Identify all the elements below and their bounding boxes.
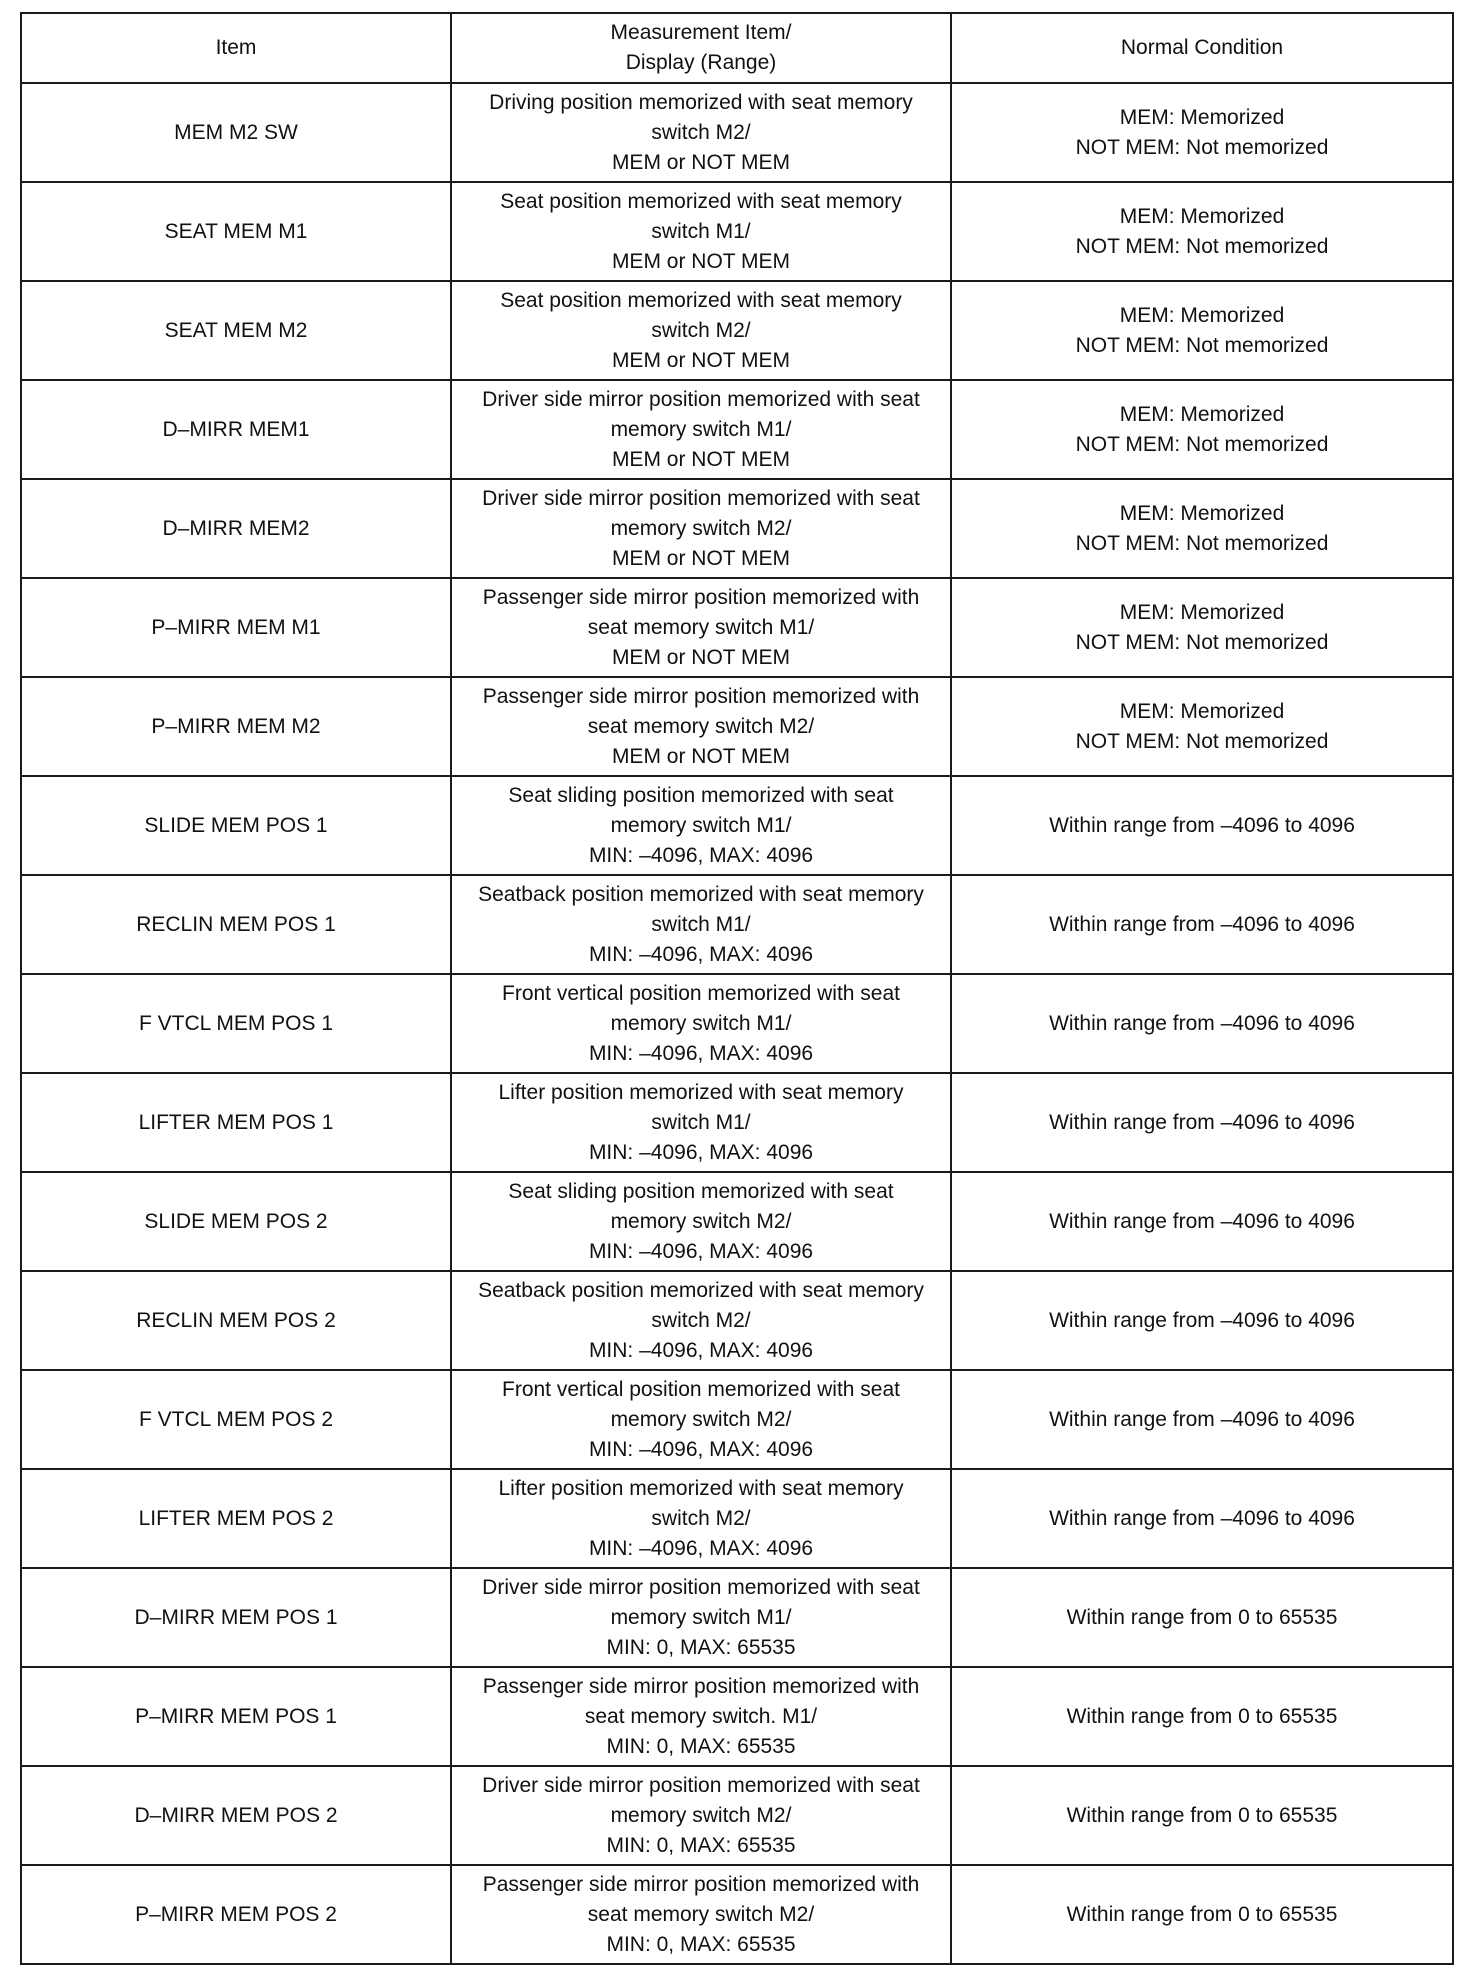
table-row (21, 380, 1453, 479)
table-row (21, 1568, 1453, 1667)
cell-item: P–MIRR MEM M2 (21, 677, 451, 776)
cell-normal-condition: Within range from –4096 to 4096 (951, 1370, 1453, 1469)
cell-item: RECLIN MEM POS 1 (21, 875, 451, 974)
table-row (21, 1766, 1453, 1865)
cell-item: D–MIRR MEM POS 2 (21, 1766, 451, 1865)
data-list-table (20, 12, 1454, 1965)
cell-normal-condition: MEM: Memorized NOT MEM: Not memorized (951, 677, 1453, 776)
cell-item: SLIDE MEM POS 2 (21, 1172, 451, 1271)
cell-measurement: Driving position memorized with seat memory switch M2/ MEM or NOT MEM (451, 83, 951, 182)
table-header-row (21, 13, 1453, 83)
cell-measurement: Seatback position memorized with seat memory switch M2/ MIN: –4096, MAX: 4096 (451, 1271, 951, 1370)
cell-measurement: Driver side mirror position memorized with seat memory switch M2/ MEM or NOT MEM (451, 479, 951, 578)
cell-item: P–MIRR MEM POS 1 (21, 1667, 451, 1766)
cell-normal-condition: Within range from 0 to 65535 (951, 1568, 1453, 1667)
table-row (21, 479, 1453, 578)
table-body (21, 83, 1453, 1964)
table-row (21, 83, 1453, 182)
header-item: Item (21, 13, 451, 83)
cell-measurement: Driver side mirror position memorized with seat memory switch M1/ MEM or NOT MEM (451, 380, 951, 479)
table-row (21, 1667, 1453, 1766)
cell-normal-condition: MEM: Memorized NOT MEM: Not memorized (951, 281, 1453, 380)
table-row (21, 1172, 1453, 1271)
table-row (21, 1370, 1453, 1469)
cell-normal-condition: Within range from –4096 to 4096 (951, 776, 1453, 875)
cell-measurement: Front vertical position memorized with seat memory switch M1/ MIN: –4096, MAX: 4096 (451, 974, 951, 1073)
cell-item: D–MIRR MEM2 (21, 479, 451, 578)
cell-normal-condition: MEM: Memorized NOT MEM: Not memorized (951, 578, 1453, 677)
table-row (21, 974, 1453, 1073)
table-row (21, 1865, 1453, 1964)
table-row (21, 1271, 1453, 1370)
cell-measurement: Lifter position memorized with seat memory switch M1/ MIN: –4096, MAX: 4096 (451, 1073, 951, 1172)
cell-normal-condition: MEM: Memorized NOT MEM: Not memorized (951, 182, 1453, 281)
header-measurement: Measurement Item/ Display (Range) (451, 13, 951, 83)
cell-measurement: Passenger side mirror position memorized with seat memory switch M1/ MEM or NOT MEM (451, 578, 951, 677)
cell-normal-condition: MEM: Memorized NOT MEM: Not memorized (951, 479, 1453, 578)
table-row (21, 677, 1453, 776)
cell-normal-condition: Within range from –4096 to 4096 (951, 1271, 1453, 1370)
cell-measurement: Lifter position memorized with seat memory switch M2/ MIN: –4096, MAX: 4096 (451, 1469, 951, 1568)
cell-normal-condition: Within range from –4096 to 4096 (951, 1172, 1453, 1271)
table-row (21, 875, 1453, 974)
cell-normal-condition: Within range from –4096 to 4096 (951, 875, 1453, 974)
cell-item: LIFTER MEM POS 2 (21, 1469, 451, 1568)
header-normal-condition: Normal Condition (951, 13, 1453, 83)
cell-normal-condition: Within range from 0 to 65535 (951, 1865, 1453, 1964)
cell-measurement: Driver side mirror position memorized with seat memory switch M2/ MIN: 0, MAX: 65535 (451, 1766, 951, 1865)
cell-measurement: Seat position memorized with seat memory switch M2/ MEM or NOT MEM (451, 281, 951, 380)
table-row (21, 182, 1453, 281)
cell-measurement: Front vertical position memorized with seat memory switch M2/ MIN: –4096, MAX: 4096 (451, 1370, 951, 1469)
cell-item: P–MIRR MEM POS 2 (21, 1865, 451, 1964)
cell-normal-condition: Within range from 0 to 65535 (951, 1667, 1453, 1766)
cell-item: D–MIRR MEM POS 1 (21, 1568, 451, 1667)
cell-item: SEAT MEM M1 (21, 182, 451, 281)
cell-measurement: Passenger side mirror position memorized with seat memory switch M2/ MEM or NOT MEM (451, 677, 951, 776)
cell-measurement: Passenger side mirror position memorized with seat memory switch. M1/ MIN: 0, MAX: 65535 (451, 1667, 951, 1766)
cell-measurement: Seat sliding position memorized with seat memory switch M2/ MIN: –4096, MAX: 4096 (451, 1172, 951, 1271)
cell-normal-condition: MEM: Memorized NOT MEM: Not memorized (951, 83, 1453, 182)
cell-item: P–MIRR MEM M1 (21, 578, 451, 677)
cell-normal-condition: Within range from 0 to 65535 (951, 1766, 1453, 1865)
cell-item: D–MIRR MEM1 (21, 380, 451, 479)
cell-item: F VTCL MEM POS 1 (21, 974, 451, 1073)
cell-item: LIFTER MEM POS 1 (21, 1073, 451, 1172)
cell-normal-condition: MEM: Memorized NOT MEM: Not memorized (951, 380, 1453, 479)
cell-normal-condition: Within range from –4096 to 4096 (951, 974, 1453, 1073)
cell-measurement: Seat position memorized with seat memory switch M1/ MEM or NOT MEM (451, 182, 951, 281)
table-row (21, 578, 1453, 677)
cell-item: RECLIN MEM POS 2 (21, 1271, 451, 1370)
cell-item: SEAT MEM M2 (21, 281, 451, 380)
cell-measurement: Seat sliding position memorized with seat memory switch M1/ MIN: –4096, MAX: 4096 (451, 776, 951, 875)
table-row (21, 776, 1453, 875)
cell-item: SLIDE MEM POS 1 (21, 776, 451, 875)
cell-item: F VTCL MEM POS 2 (21, 1370, 451, 1469)
cell-item: MEM M2 SW (21, 83, 451, 182)
cell-measurement: Driver side mirror position memorized with seat memory switch M1/ MIN: 0, MAX: 65535 (451, 1568, 951, 1667)
cell-normal-condition: Within range from –4096 to 4096 (951, 1073, 1453, 1172)
table-row (21, 1073, 1453, 1172)
cell-measurement: Seatback position memorized with seat memory switch M1/ MIN: –4096, MAX: 4096 (451, 875, 951, 974)
cell-measurement: Passenger side mirror position memorized with seat memory switch M2/ MIN: 0, MAX: 65535 (451, 1865, 951, 1964)
table-row (21, 1469, 1453, 1568)
cell-normal-condition: Within range from –4096 to 4096 (951, 1469, 1453, 1568)
table-row (21, 281, 1453, 380)
